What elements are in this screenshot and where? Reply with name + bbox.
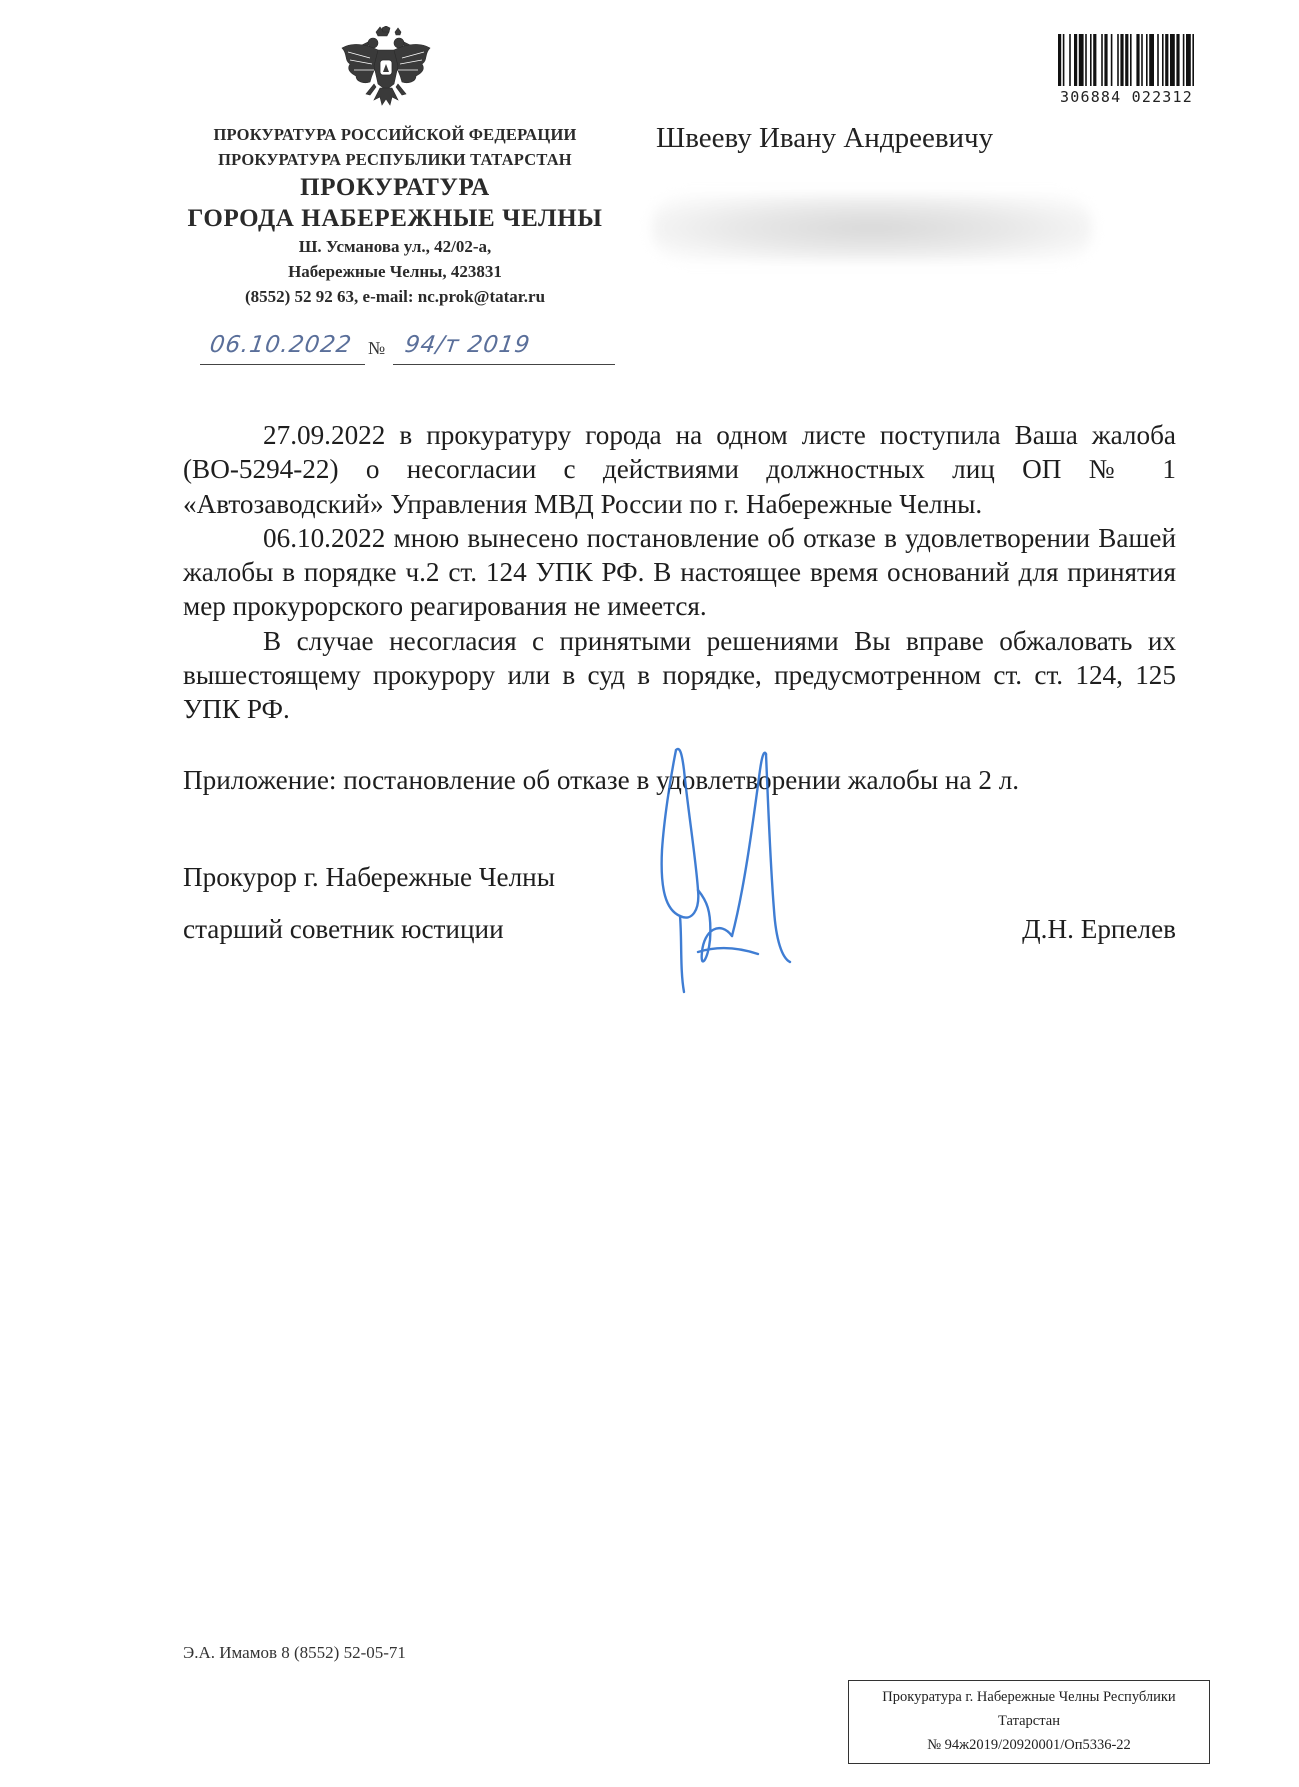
outgoing-date-line [200, 330, 365, 365]
executor-contact: Э.А. Имамов 8 (8552) 52-05-71 [183, 1643, 406, 1662]
attachment-note: Приложение: постановление об отказе в удовлетворении жалобы на 2 л. [183, 765, 1020, 795]
signatory-title: Прокурор г. Набережные Челны [183, 862, 555, 892]
registration-line-region: Татарстан [998, 1713, 1060, 1729]
emblem-icon [338, 26, 434, 112]
registration-stamp [848, 1680, 1210, 1764]
outgoing-number-sign: № [368, 338, 386, 358]
letterhead-line-prosecutor: ПРОКУРАТУРА [300, 174, 490, 201]
barcode-icon [1058, 34, 1234, 88]
body-paragraph: 27.09.2022 в прокуратуру города на одном листе поступила Ваша жалоба (ВО-5294-22) о несогласии с действиями должностных лиц ОП № 1 «Автозаводский» Управления МВД России по г. Набережные Челны. [183, 420, 1176, 519]
outgoing-number-line [393, 330, 615, 365]
signatory-rank: старший советник юстиции [183, 914, 504, 944]
signatory-name: Д.Н. Ерпелев [1022, 914, 1176, 944]
letterhead-address-city: Набережные Челны, 423831 [288, 262, 502, 281]
addressee-name: Швееву Ивану Андреевичу [656, 122, 994, 154]
barcode [1058, 34, 1234, 112]
outgoing-date: 06.10.2022 [208, 332, 354, 358]
letterhead [160, 122, 630, 309]
letterhead-address-street: Ш. Усманова ул., 42/02-а, [298, 237, 492, 256]
body-paragraph: 06.10.2022 мною вынесено постановление об отказе в удовлетворении Вашей жалобы в порядке ч.2 ст. 124 УПК РФ. В настоящее время оснований для принятия мер прокурорского реагирования не имеется. [183, 522, 1176, 622]
registration-line-office: Прокуратура г. Набережные Челны Республики [882, 1689, 1176, 1705]
redacted-address [652, 195, 1092, 261]
letterhead-line-city: ГОРОДА НАБЕРЕЖНЫЕ ЧЕЛНЫ [187, 205, 603, 232]
letterhead-line-republic: ПРОКУРАТУРА РЕСПУБЛИКИ ТАТАРСТАН [218, 150, 572, 169]
letter-body [183, 418, 1176, 727]
barcode-digits: 306884 022312 [1060, 88, 1193, 106]
body-paragraph: В случае несогласия с принятыми решениями Вы вправе обжаловать их вышестоящему прокурору или в суд в порядке, предусмотренном ст. ст. 124, 125 УПК РФ. [183, 625, 1176, 725]
outgoing-reference [200, 330, 620, 370]
outgoing-number: 94/т 2019 [403, 332, 533, 358]
signature-icon [640, 740, 810, 1000]
registration-line-number: № 94ж2019/20920001/Оп5336-22 [927, 1737, 1131, 1753]
letterhead-contacts: (8552) 52 92 63, e-mail: nc.prok@tatar.ru [244, 287, 546, 306]
letterhead-line-federation: ПРОКУРАТУРА РОССИЙСКОЙ ФЕДЕРАЦИИ [213, 125, 577, 144]
